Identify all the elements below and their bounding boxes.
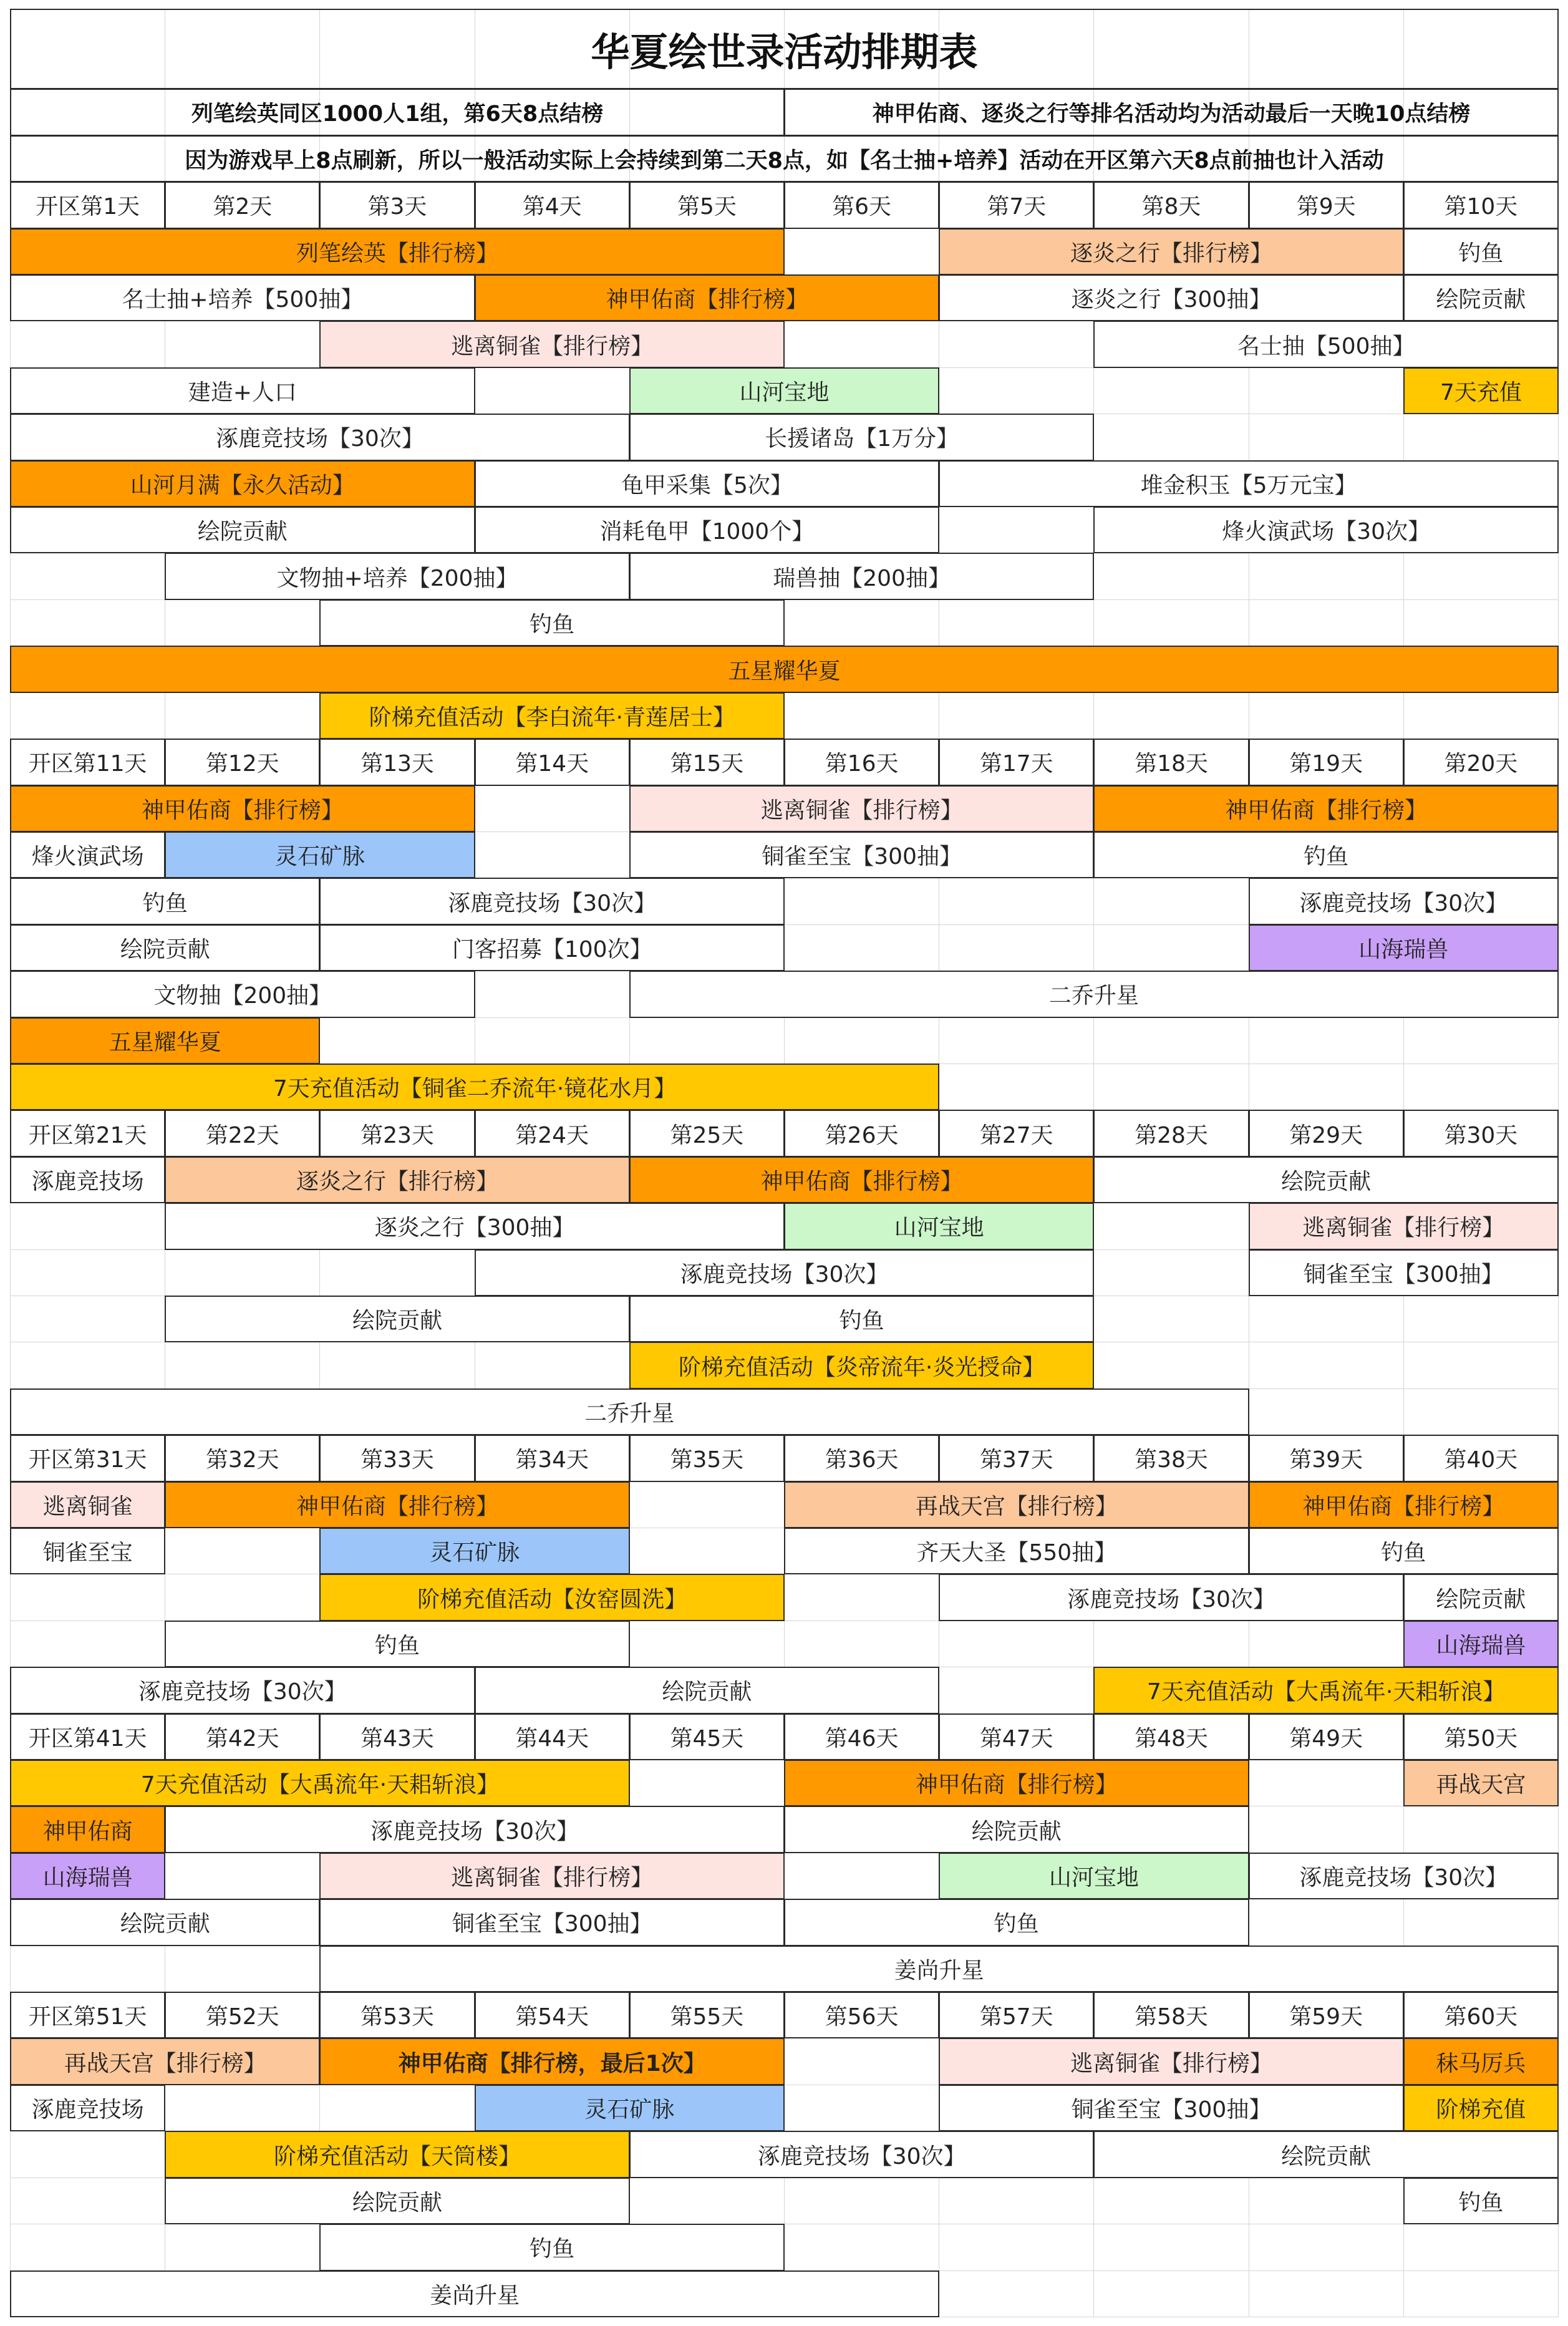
grid-cell (1094, 414, 1249, 460)
grid-cell (475, 786, 630, 832)
grid-cell (939, 1621, 1094, 1667)
day-header: 第43天 (319, 1713, 475, 1760)
grid-cell (1404, 1296, 1559, 1342)
grid-cell (939, 2224, 1094, 2270)
grid-cell (1404, 2224, 1559, 2270)
grid-cell (785, 600, 939, 646)
day-header: 开区第11天 (10, 739, 165, 785)
event-block: 灵石矿脉 (165, 831, 475, 878)
grid-cell (1094, 1203, 1249, 1249)
event-block: 涿鹿竞技场【30次】 (939, 1574, 1404, 1621)
grid-cell (1094, 2178, 1249, 2224)
event-block: 阶梯充值活动【炎帝流年·炎光授命】 (629, 1342, 1095, 1388)
day-header: 开区第51天 (10, 1992, 165, 2038)
event-block: 涿鹿竞技场【30次】 (629, 2131, 1095, 2178)
day-header: 第7天 (939, 182, 1094, 228)
day-header: 第17天 (939, 739, 1094, 785)
event-block: 绘院贡献 (1093, 2131, 1559, 2178)
event-block: 二乔升星 (629, 971, 1559, 1017)
grid-cell (630, 1482, 785, 1528)
event-block: 神甲佑商【排行榜】 (784, 1760, 1249, 1806)
grid-cell (785, 321, 939, 367)
event-block: 7天充值活动【大禹流年·天耜斩浪】 (1093, 1667, 1559, 1713)
day-header: 第28天 (1093, 1110, 1249, 1156)
grid-cell (165, 1853, 320, 1899)
note-ranking-close: 神甲佑商、逐炎之行等排名活动均为活动最后一天晚10点结榜 (784, 89, 1559, 135)
event-block: 山海瑞兽 (10, 1853, 165, 1899)
event-block: 绘院贡献 (1093, 1156, 1559, 1203)
grid-cell (630, 1528, 785, 1574)
grid-cell (11, 693, 165, 739)
grid-cell (1404, 553, 1559, 599)
grid-cell (939, 693, 1094, 739)
event-block: 绘院贡献 (1403, 274, 1559, 321)
grid-cell (1094, 1621, 1249, 1667)
event-block: 列笔绘英【排行榜】 (10, 228, 785, 275)
event-block: 再战天宫 (1403, 1760, 1559, 1806)
grid-cell (630, 2178, 785, 2224)
event-block: 绘院贡献 (165, 2178, 630, 2224)
grid-cell (11, 1946, 165, 1992)
day-header: 第52天 (165, 1992, 320, 2038)
grid-cell (939, 878, 1094, 924)
day-header: 第14天 (475, 739, 630, 785)
day-header: 第8天 (1093, 182, 1249, 228)
day-header: 第20天 (1403, 739, 1559, 785)
grid-cell (1094, 368, 1249, 414)
grid-cell (785, 693, 939, 739)
event-block: 钓鱼 (165, 1621, 630, 1667)
event-block: 涿鹿竞技场【30次】 (475, 1249, 1095, 1296)
grid-cell (1249, 1806, 1404, 1853)
grid-cell (1249, 2271, 1404, 2317)
grid-cell (1404, 1342, 1559, 1388)
day-header: 第25天 (629, 1110, 785, 1156)
grid-cell (165, 1342, 320, 1388)
event-block: 绘院贡献 (10, 1899, 320, 1946)
grid-cell (1249, 693, 1404, 739)
grid-cell (785, 1574, 939, 1621)
event-block: 灵石矿脉 (319, 1528, 629, 1574)
event-block: 名士抽+培养【500抽】 (10, 274, 475, 321)
grid-cell (1094, 925, 1249, 971)
grid-cell (11, 1250, 165, 1296)
day-header: 第10天 (1403, 182, 1559, 228)
grid-cell (1249, 1621, 1404, 1667)
day-header: 第23天 (319, 1110, 475, 1156)
event-block: 7天充值 (1403, 367, 1559, 414)
event-block: 钓鱼 (319, 599, 785, 646)
day-header: 第56天 (784, 1992, 939, 2038)
grid-cell (1094, 2271, 1249, 2317)
day-header: 第36天 (784, 1435, 939, 1481)
event-block: 钓鱼 (629, 1296, 1095, 1342)
grid-cell (785, 1853, 939, 1899)
grid-cell (1094, 553, 1249, 599)
event-block: 逐炎之行【排行榜】 (939, 228, 1404, 275)
grid-cell (1404, 1018, 1559, 1064)
grid-cell (785, 878, 939, 924)
day-header: 第9天 (1249, 182, 1404, 228)
day-header: 第58天 (1093, 1992, 1249, 2038)
grid-cell (1404, 414, 1559, 460)
event-block: 文物抽【200抽】 (10, 971, 475, 1017)
grid-cell (785, 925, 939, 971)
event-block: 铜雀至宝 (10, 1528, 165, 1574)
event-block: 姜尚升星 (319, 1946, 1559, 1992)
event-block: 涿鹿竞技场 (10, 1156, 165, 1203)
grid-cell (11, 2178, 165, 2224)
event-block: 神甲佑商【排行榜】 (165, 1481, 630, 1528)
day-header: 第59天 (1249, 1992, 1404, 2038)
day-header: 第26天 (784, 1110, 939, 1156)
event-block: 铜雀至宝【300抽】 (1249, 1249, 1559, 1296)
event-block: 绘院贡献 (784, 1806, 1249, 1853)
day-header: 第16天 (784, 739, 939, 785)
grid-cell (1249, 2224, 1404, 2270)
grid-cell (165, 693, 320, 739)
day-header: 第39天 (1249, 1435, 1404, 1481)
day-header: 第6天 (784, 182, 939, 228)
day-header: 第53天 (319, 1992, 475, 2038)
event-block: 涿鹿竞技场【30次】 (319, 878, 785, 924)
event-block: 逃离铜雀【排行榜】 (939, 2038, 1404, 2085)
grid-cell (1249, 600, 1404, 646)
grid-cell (1094, 2224, 1249, 2270)
event-block: 绘院贡献 (10, 924, 320, 971)
event-block: 神甲佑商【排行榜】 (1093, 785, 1559, 832)
event-block: 阶梯充值活动【李白流年·青莲居士】 (319, 692, 785, 739)
grid-cell (320, 1018, 475, 1064)
event-block: 神甲佑商【排行榜】 (1249, 1481, 1559, 1528)
event-block: 逐炎之行【排行榜】 (165, 1156, 630, 1203)
day-header: 第27天 (939, 1110, 1094, 1156)
event-block: 涿鹿竞技场 (10, 2085, 165, 2131)
event-block: 钓鱼 (1249, 1528, 1559, 1574)
grid-cell (475, 1342, 630, 1388)
event-block: 神甲佑商 (10, 1806, 165, 1853)
grid-cell (11, 553, 165, 599)
grid-cell (475, 832, 630, 878)
day-header: 第24天 (475, 1110, 630, 1156)
event-block: 钓鱼 (10, 878, 320, 924)
event-block: 烽火演武场 (10, 831, 165, 878)
event-block: 逃离铜雀【排行榜】 (319, 321, 785, 367)
grid-cell (785, 1018, 939, 1064)
grid-cell (1094, 1250, 1249, 1296)
event-block: 文物抽+培养【200抽】 (165, 553, 630, 599)
grid-cell (11, 600, 165, 646)
day-header: 第3天 (319, 182, 475, 228)
grid-cell (939, 1667, 1094, 1713)
day-header: 第19天 (1249, 739, 1404, 785)
day-header: 第44天 (475, 1713, 630, 1760)
day-header: 第12天 (165, 739, 320, 785)
event-block: 姜尚升星 (10, 2270, 939, 2317)
grid-cell (1404, 2271, 1559, 2317)
day-header: 开区第41天 (10, 1713, 165, 1760)
event-block: 龟甲采集【5次】 (475, 460, 940, 507)
event-block: 涿鹿竞技场【30次】 (10, 1667, 475, 1713)
grid-cell (1094, 1018, 1249, 1064)
event-block: 铜雀至宝【300抽】 (939, 2085, 1404, 2131)
day-header: 第35天 (629, 1435, 785, 1481)
grid-cell (939, 925, 1094, 971)
event-block: 绘院贡献 (475, 1667, 940, 1713)
grid-cell (165, 600, 320, 646)
sheet-title: 华夏绘世录活动排期表 (10, 9, 1559, 89)
grid-cell (1404, 693, 1559, 739)
day-header: 第18天 (1093, 739, 1249, 785)
grid-cell (1249, 1760, 1404, 1806)
event-block: 五星耀华夏 (10, 1017, 320, 1064)
event-block: 山海瑞兽 (1249, 924, 1559, 971)
day-header: 第37天 (939, 1435, 1094, 1481)
day-header: 第55天 (629, 1992, 785, 2038)
event-block: 瑞兽抽【200抽】 (629, 553, 1095, 599)
event-block: 烽火演武场【30次】 (1093, 506, 1559, 553)
day-header: 第5天 (629, 182, 785, 228)
event-block: 二乔升星 (10, 1388, 1249, 1435)
day-header: 第32天 (165, 1435, 320, 1481)
grid-cell (165, 1250, 320, 1296)
day-header: 第50天 (1403, 1713, 1559, 1760)
grid-cell (1094, 1342, 1249, 1388)
event-block: 涿鹿竞技场【30次】 (10, 414, 630, 460)
event-block: 山河月满【永久活动】 (10, 460, 475, 507)
event-block: 涿鹿竞技场【30次】 (165, 1806, 785, 1853)
event-block: 涿鹿竞技场【30次】 (1249, 1853, 1559, 1899)
event-block: 钓鱼 (784, 1899, 1249, 1946)
grid-cell (1404, 1899, 1559, 1946)
day-header: 第22天 (165, 1110, 320, 1156)
day-header: 第13天 (319, 739, 475, 785)
grid-cell (11, 1621, 165, 1667)
event-block: 秣马厉兵 (1403, 2038, 1559, 2085)
grid-cell (165, 2224, 320, 2270)
day-header: 第15天 (629, 739, 785, 785)
grid-cell (1249, 553, 1404, 599)
grid-cell (939, 368, 1094, 414)
grid-cell (11, 2131, 165, 2178)
grid-cell (1249, 1899, 1404, 1946)
event-block: 钓鱼 (1093, 831, 1559, 878)
event-block: 7天充值活动【大禹流年·天耜斩浪】 (10, 1760, 630, 1806)
day-header: 开区第1天 (10, 182, 165, 228)
event-block: 钓鱼 (1403, 2178, 1559, 2224)
event-block: 名士抽【500抽】 (1093, 321, 1559, 367)
event-block: 绘院贡献 (165, 1296, 630, 1342)
grid-cell (320, 2085, 475, 2131)
day-header: 第40天 (1403, 1435, 1559, 1481)
event-block: 长援诸岛【1万分】 (629, 414, 1095, 460)
grid-cell (939, 600, 1094, 646)
day-header: 第49天 (1249, 1713, 1404, 1760)
grid-cell (1094, 1296, 1249, 1342)
grid-cell (165, 1946, 320, 1992)
event-block: 阶梯充值活动【汝窑圆洗】 (319, 1574, 785, 1621)
grid-cell (320, 1342, 475, 1388)
day-header: 第30天 (1403, 1110, 1559, 1156)
grid-cell (1404, 1806, 1559, 1853)
grid-cell (475, 971, 630, 1017)
grid-cell (939, 2271, 1094, 2317)
grid-cell (11, 1342, 165, 1388)
grid-cell (785, 2085, 939, 2131)
event-block: 铜雀至宝【300抽】 (629, 831, 1095, 878)
grid-cell (1404, 1389, 1559, 1435)
grid-cell (939, 1064, 1094, 1110)
grid-cell (630, 1760, 785, 1806)
event-block: 再战天宫【排行榜】 (784, 1481, 1249, 1528)
event-block: 山河宝地 (939, 1853, 1249, 1899)
grid-cell (1094, 1064, 1249, 1110)
grid-cell (1249, 1389, 1404, 1435)
day-header: 第2天 (165, 182, 320, 228)
grid-cell (11, 1203, 165, 1249)
day-header: 第46天 (784, 1713, 939, 1760)
note-group-rule: 列笔绘英同区1000人1组，第6天8点结榜 (10, 89, 785, 135)
event-block: 逃离铜雀【排行榜】 (319, 1853, 785, 1899)
grid-cell (785, 229, 939, 275)
day-header: 第45天 (629, 1713, 785, 1760)
event-block: 灵石矿脉 (475, 2085, 785, 2131)
grid-cell (785, 2224, 939, 2270)
grid-cell (939, 507, 1094, 553)
event-block: 门客招募【100次】 (319, 924, 785, 971)
day-header: 第34天 (475, 1435, 630, 1481)
event-block: 神甲佑商【排行榜】 (10, 785, 475, 832)
grid-cell (630, 1018, 785, 1064)
day-header: 第57天 (939, 1992, 1094, 2038)
grid-cell (1094, 693, 1249, 739)
grid-cell (1404, 600, 1559, 646)
grid-cell (785, 2038, 939, 2085)
grid-cell (939, 1018, 1094, 1064)
grid-cell (1249, 1018, 1404, 1064)
grid-cell (1094, 878, 1249, 924)
grid-cell (165, 321, 320, 367)
event-block: 神甲佑商【排行榜】 (475, 274, 940, 321)
event-block: 消耗龟甲【1000个】 (475, 506, 940, 553)
event-block: 山河宝地 (629, 367, 939, 414)
grid-cell (1249, 2178, 1404, 2224)
grid-cell (1249, 414, 1404, 460)
note-refresh-time: 因为游戏早上8点刷新，所以一般活动实际上会持续到第二天8点，如【名士抽+培养】活动在开区第六天8点前抽也计入活动 (10, 135, 1559, 182)
grid-cell (11, 1296, 165, 1342)
day-header: 第60天 (1403, 1992, 1559, 2038)
event-block: 铜雀至宝【300抽】 (319, 1899, 785, 1946)
day-header: 第38天 (1093, 1435, 1249, 1481)
event-block: 堆金积玉【5万元宝】 (939, 460, 1559, 507)
grid-cell (1249, 368, 1404, 414)
event-block: 逃离铜雀【排行榜】 (629, 785, 1095, 832)
day-header: 第4天 (475, 182, 630, 228)
event-block: 阶梯充值活动【天筒楼】 (165, 2131, 630, 2178)
event-block: 涿鹿竞技场【30次】 (1249, 878, 1559, 924)
grid-cell (1094, 600, 1249, 646)
grid-cell (165, 2085, 320, 2131)
grid-cell (1249, 1342, 1404, 1388)
schedule-sheet (10, 9, 1559, 2317)
day-header: 第47天 (939, 1713, 1094, 1760)
event-block: 山河宝地 (784, 1203, 1094, 1249)
event-block: 阶梯充值 (1403, 2085, 1559, 2131)
grid-cell (785, 2178, 939, 2224)
event-block: 五星耀华夏 (10, 646, 1559, 692)
grid-cell (1404, 1064, 1559, 1110)
event-block: 逐炎之行【300抽】 (939, 274, 1404, 321)
event-block: 再战天宫【排行榜】 (10, 2038, 320, 2085)
grid-cell (475, 1018, 630, 1064)
grid-cell (165, 1528, 320, 1574)
grid-cell (11, 321, 165, 367)
day-header: 第48天 (1093, 1713, 1249, 1760)
event-block: 逃离铜雀 (10, 1481, 165, 1528)
day-header: 开区第21天 (10, 1110, 165, 1156)
day-header: 第29天 (1249, 1110, 1404, 1156)
event-block: 绘院贡献 (10, 506, 475, 553)
grid-cell (165, 1574, 320, 1621)
day-header: 开区第31天 (10, 1435, 165, 1481)
grid-cell (939, 321, 1094, 367)
grid-cell (11, 2224, 165, 2270)
grid-cell (320, 1250, 475, 1296)
grid-cell (1249, 1296, 1404, 1342)
day-header: 第42天 (165, 1713, 320, 1760)
event-block: 齐天大圣【550抽】 (784, 1528, 1249, 1574)
event-block: 绘院贡献 (1403, 1574, 1559, 1621)
event-block: 神甲佑商【排行榜】 (629, 1156, 1095, 1203)
event-block: 山海瑞兽 (1403, 1621, 1559, 1667)
event-block: 神甲佑商【排行榜，最后1次】 (319, 2038, 785, 2085)
event-block: 7天充值活动【铜雀二乔流年·镜花水月】 (10, 1064, 939, 1110)
event-block: 逐炎之行【300抽】 (165, 1203, 785, 1249)
grid-cell (475, 368, 630, 414)
day-header: 第33天 (319, 1435, 475, 1481)
event-block: 逃离铜雀【排行榜】 (1249, 1203, 1559, 1249)
grid-cell (785, 1621, 939, 1667)
day-header: 第54天 (475, 1992, 630, 2038)
grid-cell (1249, 1064, 1404, 1110)
grid-cell (939, 2178, 1094, 2224)
grid-cell (11, 1574, 165, 1621)
grid-cell (630, 1621, 785, 1667)
event-block: 钓鱼 (319, 2224, 785, 2270)
event-block: 钓鱼 (1403, 228, 1559, 275)
event-block: 建造+人口 (10, 367, 475, 414)
